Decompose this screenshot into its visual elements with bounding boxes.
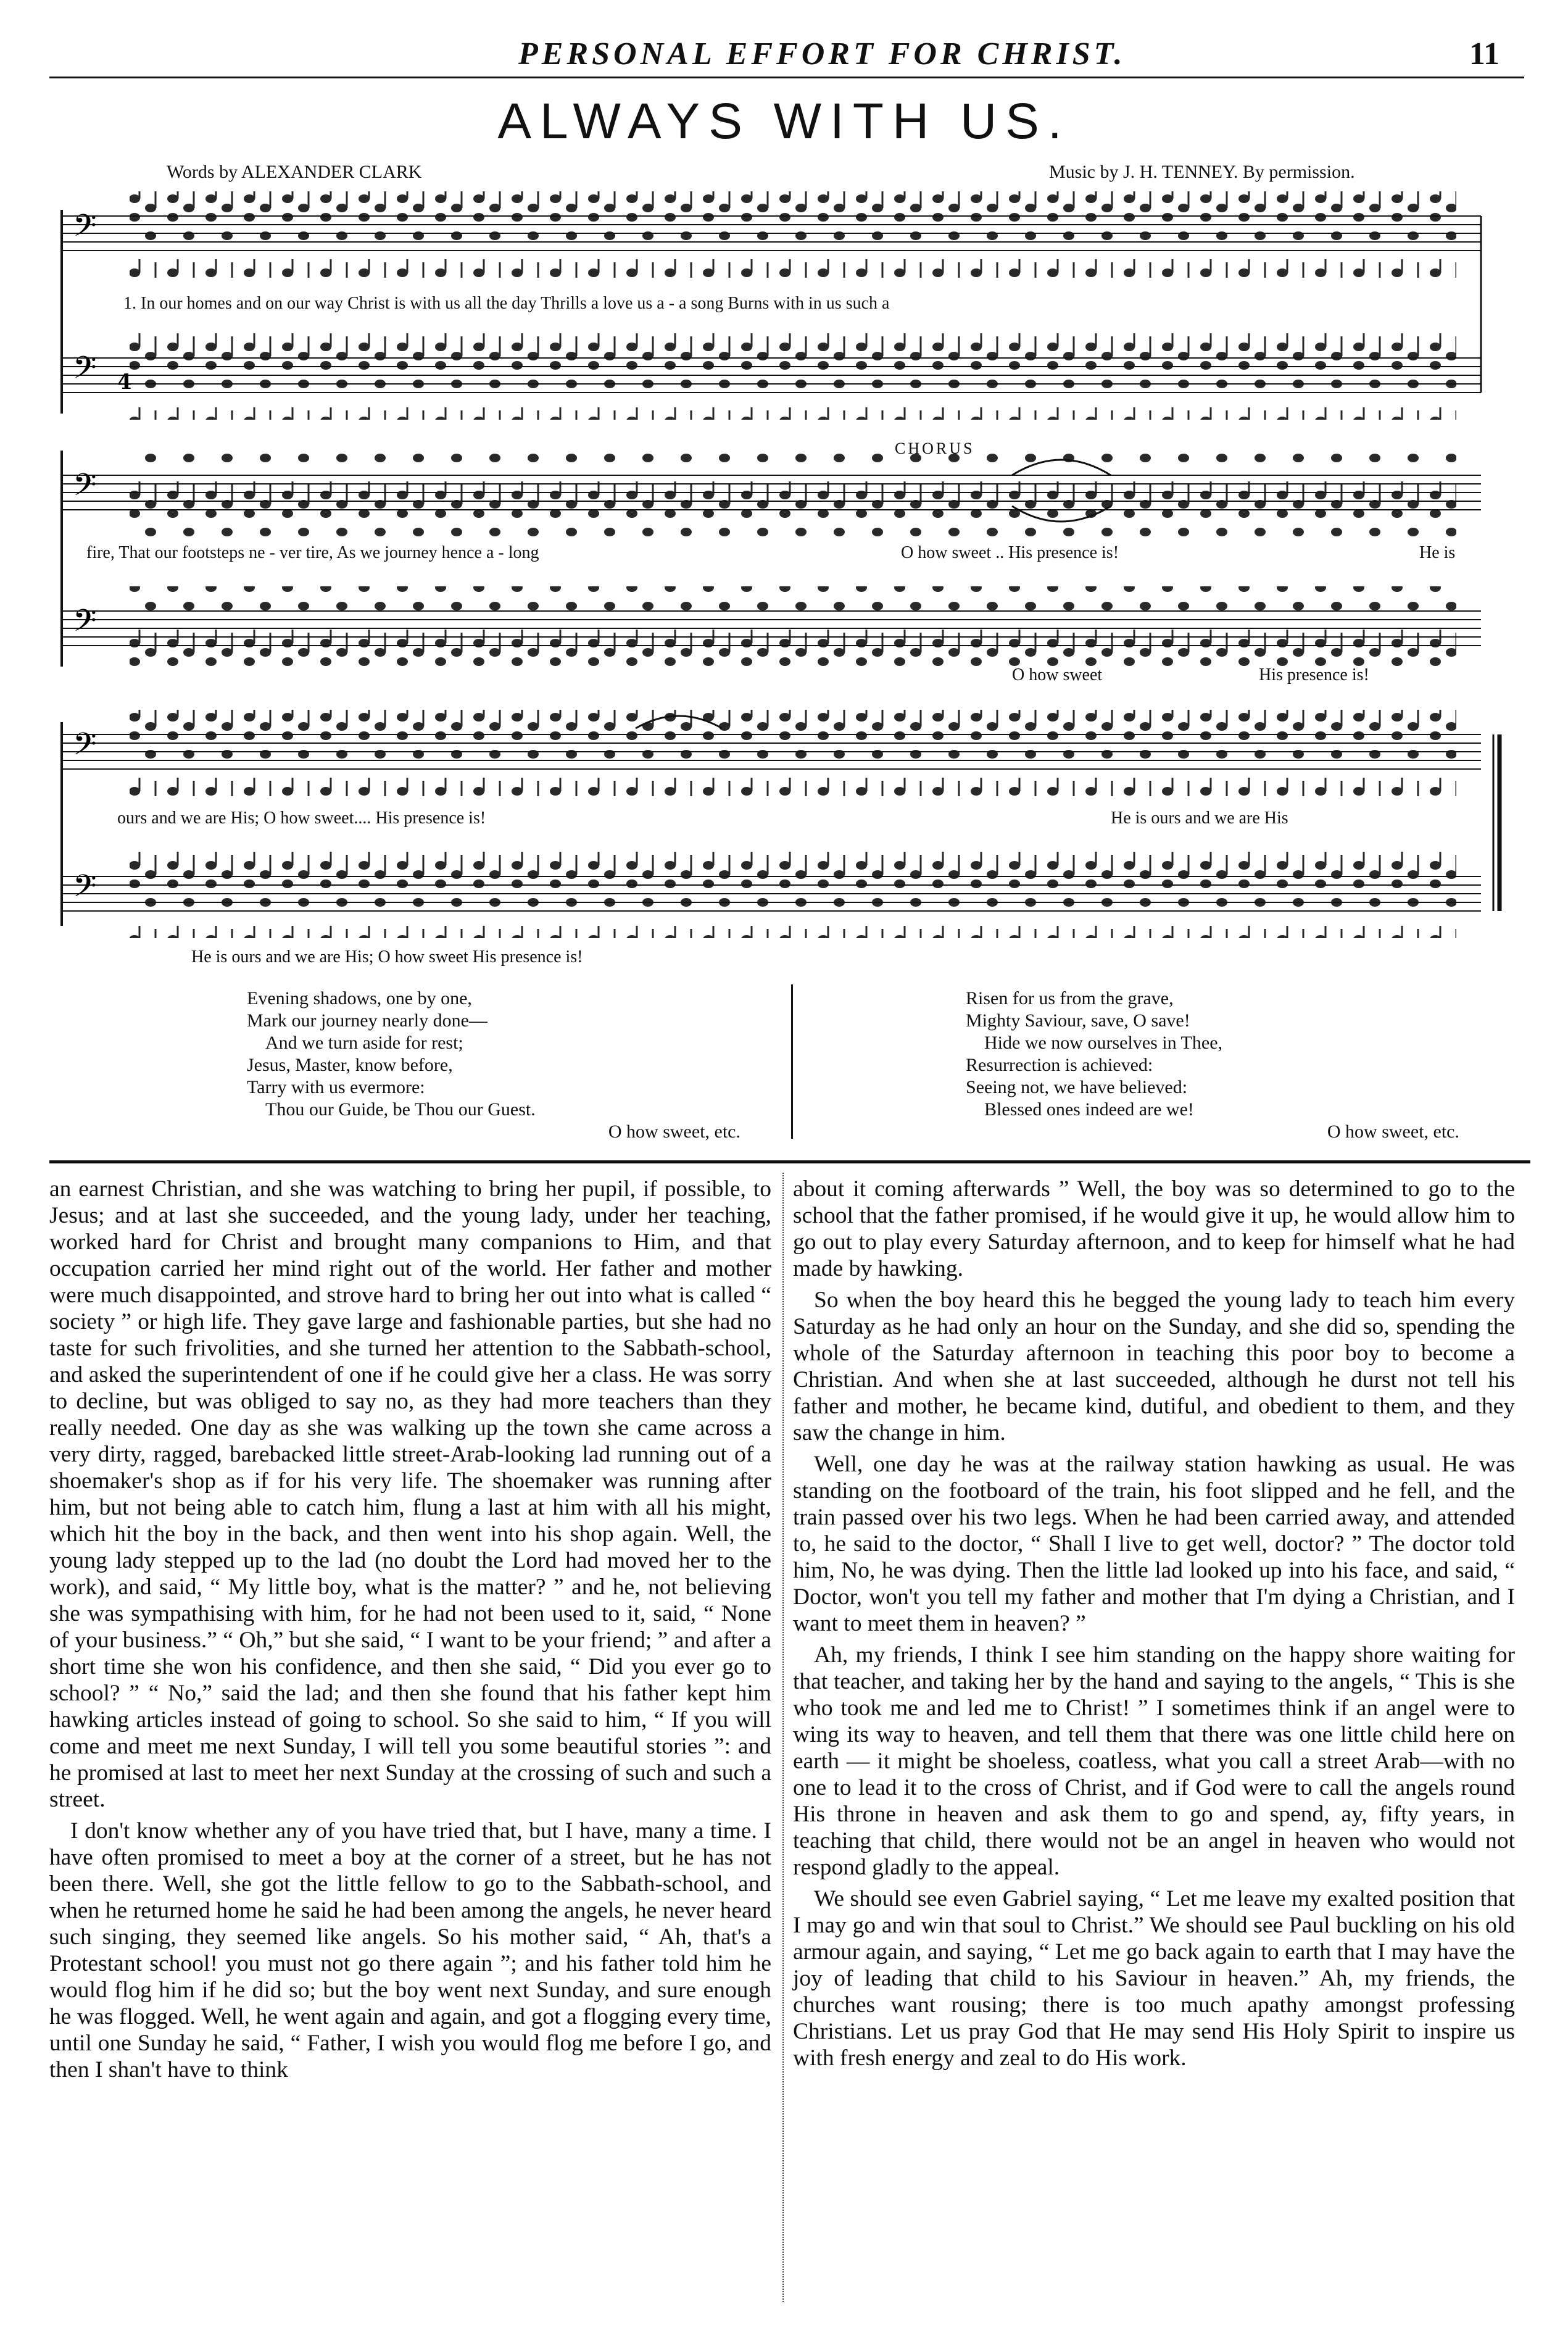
verse-refrain: O how sweet, etc. xyxy=(608,1121,740,1142)
verse-line: Hide we now ourselves in Thee, xyxy=(984,1033,1223,1053)
chorus-bass-1: O how sweet xyxy=(1012,665,1103,684)
section-rule xyxy=(49,1160,1530,1163)
svg-text:𝄢: 𝄢 xyxy=(73,603,97,646)
verse-line: Jesus, Master, know before, xyxy=(247,1055,453,1075)
paragraph: about it coming afterwards ” Well, the boy was so determined to go to the school that the father promised, if he would give it up, he would allow him to go out to play every Saturday afternoon, and to keep for himself what he had made by hawking. xyxy=(793,1176,1515,1281)
chorus-treble-2: ours and we are His; O how sweet.... His presence is! xyxy=(117,809,486,828)
chorus-bass-1-end: His presence is! xyxy=(1259,665,1369,684)
verse-line: Seeing not, we have believed: xyxy=(966,1077,1188,1097)
article-column-left xyxy=(49,1176,771,2088)
header-rule xyxy=(49,77,1524,78)
lyrics-line-1: 1. In our homes and on our way Christ is with us all the day Thrills a love us a - a song Burns with in us such a xyxy=(123,294,890,313)
verse-line: And we turn aside for rest; xyxy=(265,1033,463,1053)
paragraph: an earnest Christian, and she was watching to bring her pupil, if possible, to Jesus; and at last she succeeded, and the young lady, under her teaching, worked hard for Christ and brought many companions to Him, and that occupation carried her mind right out of the world. Her father and mother were much disappointed, and strove hard to bring her out into what is called “ society ” or high life. They gave large and fashionable parties, but she had no taste for such frivolities, and she turned her attention to the Sabbath-school, and asked the superintendent of one if he could give her a class. He was sorry to decline, but was obliged to say no, as they had more teachers than they really needed. One day as she was walking up the town she came across a very dirty, ragged, barebacked little street-Arab-looking lad running out of a shoemaker's shop as if for his very life. The shoemaker was running after him, but not being able to catch him, flung a last at him with all his might, which hit the boy in the back, and then went into his shop again. Well, the young lady stepped up to the lad (no doubt the Lord had moved her to the work), and said, “ My little boy, what is the matter? ” and he, not believing she was sympathising with him, for he had not been used to it, said, “ None of your business.” “ Oh,” but she said, “ I want to be your friend; ” and after a short time she won his confidence, and then she said, “ Did you ever go to school? ” “ No,” said the lad; and then she found that his father kept him hawking articles instead of going to school. So she said to him, “ If you will come and meet me next Sunday, I will tell you some beautiful stories ”: and he promised at last to meet her next Sunday at the crossing of such and such a street. xyxy=(49,1176,771,1812)
chorus-treble-2-end: He is ours and we are His xyxy=(1111,809,1288,828)
svg-text:𝄢: 𝄢 xyxy=(73,467,97,510)
verse-2 xyxy=(247,988,753,1143)
chorus-treble-1-end: He is xyxy=(1419,543,1456,562)
verse-line: Blessed ones indeed are we! xyxy=(984,1099,1194,1120)
verse-divider xyxy=(791,984,793,1139)
chorus-label: CHORUS xyxy=(895,439,975,457)
verse-3 xyxy=(966,988,1472,1143)
verse-line: Mighty Saviour, save, O save! xyxy=(966,1010,1190,1031)
svg-text:𝄢: 𝄢 xyxy=(73,208,97,251)
paragraph: So when the boy heard this he begged the young lady to teach him every Saturday as he had only an hour on the Sunday, and she did so, spending the whole of the Saturday afternoon in teaching this poor boy to become a Christian. And when she at last succeeded, although he durst not tell his father and mother, he became kind, dutiful, and obedient to them, and they saw the change in him. xyxy=(793,1287,1515,1445)
verse-line: Tarry with us evermore: xyxy=(247,1077,425,1097)
verse-line: Thou our Guide, be Thou our Guest. xyxy=(265,1099,536,1120)
music-credit: Music by J. H. TENNEY. By permission. xyxy=(1049,162,1355,182)
svg-text:𝄢: 𝄢 xyxy=(73,726,97,770)
svg-text:𝄢: 𝄢 xyxy=(73,868,97,912)
svg-text:4: 4 xyxy=(117,370,132,394)
column-divider xyxy=(782,1173,784,2302)
chorus-bass-2: He is ours and we are His; O how sweet His presence is! xyxy=(191,947,583,967)
paragraph: I don't know whether any of you have tried that, but I have, many a time. I have often promised to meet a boy at the corner of a street, but he has not been there. Well, she got the little fellow to go to the Sabbath-school, and when he returned home he said he had been among the angels, he never heard such singing, they seemed like angels. So his mother said, “ Ah, that's a Protestant school! you must not go there again ”; and his father told him he would flog him if he did so; but the boy went next Sunday, and sure enough he was flogged. Well, he went again and again, and got a flogging every time, until one Sunday he said, “ Father, I wish you would flog me before I go, and then I shan't have to think xyxy=(49,1818,771,2082)
verse-line: Resurrection is achieved: xyxy=(966,1055,1153,1075)
verse-line: Mark our journey nearly done— xyxy=(247,1010,487,1031)
running-head xyxy=(49,36,1524,79)
running-title: PERSONAL EFFORT FOR CHRIST. xyxy=(518,36,1126,72)
words-credit: Words by ALEXANDER CLARK xyxy=(167,162,422,182)
lyrics-line-2: fire, That our footsteps ne - ver tire, As we journey hence a - long xyxy=(86,543,539,562)
paragraph: We should see even Gabriel saying, “ Let me leave my exalted position that I may go and win that soul to Christ.” We should see Paul buckling on his old armour again, and saying, “ Let me go back again to earth that I may have the joy of leading that child to his Saviour in heaven.” Ah, my friends, the churches want rousing; there is too much apathy amongst professing Christians. Let us pray God that He may send His Holy Spirit to inspire us with fresh energy and zeal to do His work. xyxy=(793,1886,1515,2071)
verse-refrain: O how sweet, etc. xyxy=(1327,1121,1459,1142)
paragraph: Well, one day he was at the railway station hawking as usual. He was standing on the footboard of the train, his foot slipped and he fell, and the train passed over his two legs. When he had been carried away, and attended to, he said to the doctor, “ Shall I live to get well, doctor? ” The doctor told him, No, he was dying. Then the little lad looked up into his face, and said, “ Doctor, won't you tell my father and mother that I'm dying a Christian, and I want to meet them in heaven? ” xyxy=(793,1452,1515,1636)
svg-text:𝄢: 𝄢 xyxy=(73,350,97,393)
chorus-treble-1: O how sweet .. His presence is! xyxy=(901,543,1119,562)
article-column-right xyxy=(793,1176,1515,2076)
verse-line: Evening shadows, one by one, xyxy=(247,988,472,1009)
page-number: 11 xyxy=(1469,36,1500,72)
verse-line: Risen for us from the grave, xyxy=(966,988,1174,1009)
song-title: ALWAYS WITH US. xyxy=(497,93,1071,149)
paragraph: Ah, my friends, I think I see him standing on the happy shore waiting for that teacher, and taking her by the hand and saying to the angels, “ This is she who took me and led me to Christ! ” I sometimes think if an angel were to wing its way to heaven, and tell them that there was one little child here on earth — it might be shoeless, coatless, what you call a street Arab—with no one to lead it to the cross of Christ, and if God were to call the angels round His throne in heaven and ask them to go and spend, ay, fifty years, in teaching that child, there would not be an angel in heaven who would not respond gladly to the appeal. xyxy=(793,1642,1515,1880)
